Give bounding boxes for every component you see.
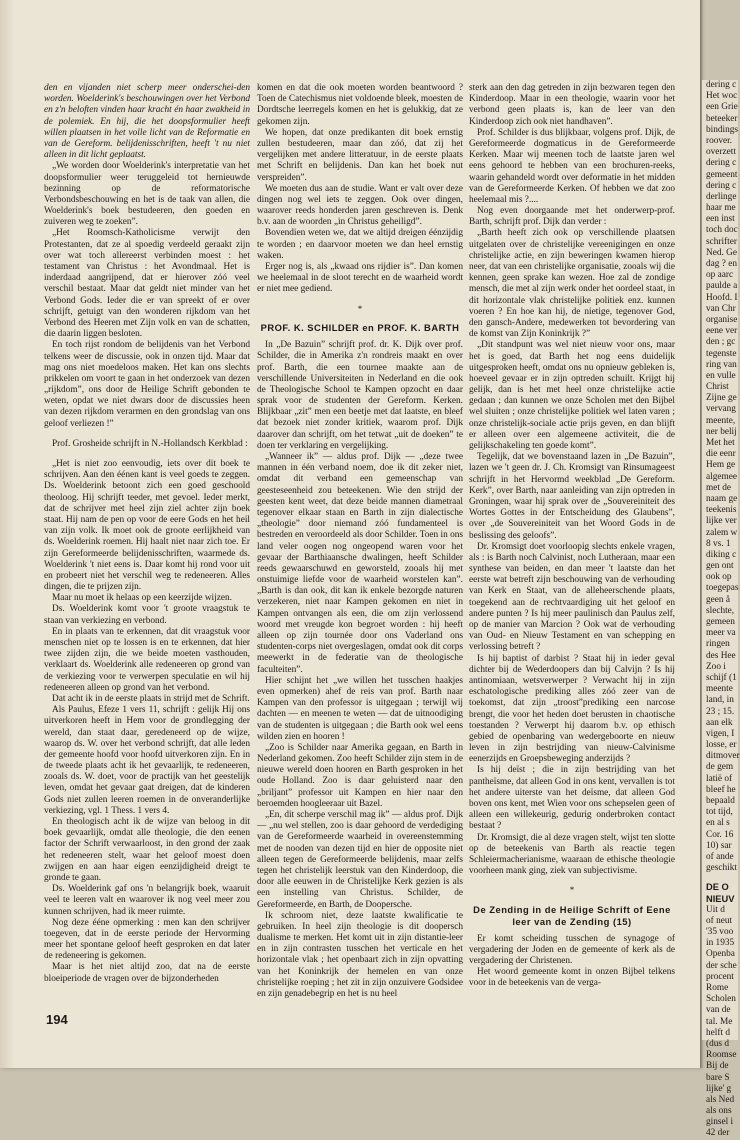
next-page-line: geen å — [706, 594, 731, 605]
next-page-line: losse, er — [706, 740, 737, 751]
next-page-line: Openba — [706, 949, 735, 960]
next-page-line: land, in — [706, 695, 734, 706]
next-page-line: gemeent — [706, 169, 738, 180]
paragraph: Dr. Kromsigt, die al deze vragen stelt, wijst ten slotte op de beteekenis van Barth als reactie tegen Schleiermacherianisme, waaraan de ethische theologie voorheen mank ging, ziek van subjectivisme. — [469, 832, 675, 877]
paragraph: Maar nu moet ik helaas op een keerzijde wijzen. — [52, 593, 232, 604]
next-page-line: bindings — [706, 124, 739, 135]
next-page-line: schrifter — [706, 236, 737, 247]
paragraph: „Dit standpunt was wel niet nieuw voor ons, maar het is goed, dat Barth het nog eens duidelijk uitgesproken heeft, omdat ons nu opnieuw gebleken is, hoeveel gevaar er in zijn optreden schuilt. Krijgt hij gelijk, dan is het met heel onze christelijke actie gedaan ; dan kunnen we onze Scholen met den Bijbel wel sluiten ; onze christelijke politiek wel laten varen ; onze christelijk-sociale actie prijs geven, en dan blijft er alleen over een algemeene activiteit, die de gelijkschakeling ten goede komt”. — [469, 340, 675, 451]
paragraph: En in plaats van te erkennen, dat dit vraagstuk voor menschen niet op te lossen is en te erkennen, dat hier twee zijden zijn, die we beide moeten vasthouden, verklaart ds. Woelderink alle redeneeren op grond van de verkiezing voor te verwerpen speculatie en wil hij redeneeren alleen op grond van het verbond. — [44, 626, 250, 693]
next-page-line: vigen, I — [706, 728, 735, 739]
next-page-line: van de — [706, 1005, 731, 1016]
next-page-line: bare S — [706, 1072, 730, 1083]
next-page-line: tal. Me — [706, 1016, 733, 1027]
next-page-line: roover. — [706, 135, 733, 146]
page-binding-edge — [0, 0, 14, 1068]
paragraph: „Wanneer ik” — aldus prof. Dijk — „deze twee mannen in één verband noem, doe ik dit zeker niet, omdat dit verband een gemeenschap van geesteseenheid zou beteekenen. Wie den strijd der geesten kent weet, dat deze beide mannen diametraal tegenover elkaar staan en Barth in zijn dialectische „theologie” door niemand zóó fundamenteel is bestreden en veroordeeld als door Schilder. Toen in ons land veler oogen nog ongeopend waren voor het gevaar der Barthiaansche dwalingen, heeft Schilder reeds gewaarschuwd en geworsteld, zooals hij met onstuimige liefde voor de waarheid worstelen kan”. „Barth is dan ook, dit kan ik enkele bezorgde naturen verzekeren, niet naar Kampen gekomen en niet in Kampen ontvangen als een, die om zijn verlossend woord met vreugde kon begroet worden : hij heeft alleen op zijn tournée door ons Vaderland ons studenten-corps niet overgeslagen, omdat ook dit corps meewerkt in de federatie van de theologische faculteiten”. — [257, 452, 463, 675]
paragraph: Ik schroom niet, deze laatste kwalificatie te gebruiken. In heel zijn theologie is dit doopersch dualisme te merken. Het komt uit in zijn distantie-leer en in zijn contrasten tusschen het verticale en het horizontale vlak ; het openbaart zich in zijn opvatting van het Koninkrijk der hemelen en van onze christelijke roeping ; het zit in zijn onzuivere Godsidee en zijn genadebegrip en het is nu heel — [257, 910, 463, 1000]
next-page-line: Uit d — [706, 904, 725, 915]
paragraph: sterk aan den dag getreden in zijn bezwaren tegen den Kinderdoop. Maar in een theologie, waarin voor het verbond geen plaats is, kan de leer van den Kinderdoop zich ook niet handhaven”. — [469, 83, 675, 127]
paragraph: Dat acht ik in de eerste plaats in strijd met de Schrift. — [52, 693, 250, 704]
next-page-line: diking c — [706, 549, 737, 560]
next-page-line: geschikt — [706, 863, 737, 874]
next-page-line: derlinge — [706, 191, 737, 202]
text-column-3 — [469, 83, 675, 1028]
next-page-line: organise — [706, 314, 738, 325]
paragraph: „We worden door Woelderink's interpretatie van het doopsformulier weer teruggeleid tot hernieuwde bezinning op de reformatorische Verbondsbeschouwing en het is de taak van allen, die Woelderink's boek bestudeeren, den goeden en zuiveren weg te zoeken”. — [44, 161, 250, 228]
paragraph: Maar is het niet altijd zoo, dat na de eerste bloeiperiode de vragen over de bijzonderheden — [44, 962, 250, 984]
next-page-line: Cor. 16 — [706, 829, 734, 840]
next-page-line: Zoo i — [706, 661, 726, 672]
next-page-line: en vulle — [706, 370, 736, 381]
next-page-line: gen ont — [706, 561, 734, 572]
next-page-line: als Ned — [706, 1094, 735, 1105]
next-page-line: 10) sar — [706, 840, 732, 851]
paragraph: „Barth heeft zich ook op verschillende plaatsen uitgelaten over de christelijke vereenigingen en onze christelijke actie, en zijn beweringen kwamen hierop neer, dat van een christelijke organisatie, zooals wij die kennen, geen sprake kan wezen. Hoe zal de zondige mensch, die met al zijn werk onder het oordeel staat, in dit horizontale vlak christelijke politiek enz. kunnen voeren ? En hoe kan hij, de nietige, tegenover God, den gansch-Andere, medewerken tot bevordering van de komst van Zijn Koninkrijk ?” — [469, 228, 675, 340]
section-divider-star: * — [569, 885, 575, 896]
next-page-line: ditmover — [706, 751, 740, 762]
next-page-heading-line: DE O — [706, 882, 729, 893]
next-page-line: Zijne ge — [706, 393, 737, 404]
next-page-line: bleef he — [706, 784, 736, 795]
text-column-2 — [257, 83, 463, 1028]
paragraph: „Het is niet zoo eenvoudig, iets over dit boek te schrijven. Aan den éénen kant is veel goeds te zeggen. Ds. Woelderink betoont zich een goed geschoold theoloog. Hij schrijft teeder, met gevoel. Ieder merkt, dat de schrijver met heel zijn ziel achter zijn boek staat. Hij nam de pen op voor de eere Gods en het heil van zijn volk. Ik moet ook de groote eerlijkheid van ds. Woelderink roemen. Hij haalt niet naar zich toe. Er zijn Gereformeerde belijdenisschriften, waarmede ds. Woelderink 't niet eens is. Daar komt hij rond voor uit en probeert niet het verschil weg te redeneeren. Alles dingen, die te prijzen zijn. — [44, 459, 250, 593]
paragraph: Bovendien weten we, dat we altijd dreigen éénzijdig te worden ; en daarvoor moeten we dan heel ernstig waken. — [257, 228, 463, 261]
next-page-line: '35 voo — [706, 927, 734, 938]
next-page-line: beteeker — [706, 113, 738, 124]
next-page-line: meer va — [706, 628, 736, 639]
paragraph: In „De Bazuin” schrijft prof. dr. K. Dijk over prof. Schilder, die in Amerika z'n rondreis maakt en over prof. Barth, die een tournee maakte aan de verschillende Universiteiten in Nederland en die ook de Theologische School te Kampen opzocht en daar sprak voor de studenten der Gereform. Kerken. Blijkbaar „zit” men een beetje met dat laatste, en bleef dat bezoek niet zonder kritiek, waarom prof. Dijk daarover dan schrijft, om het tetwat „uit de doeken” te doen ter verklaring en vergelijking. — [257, 340, 463, 451]
paragraph: „En, dit scherpe verschil mag ik” — aldus prof. Dijk — „nu wel stellen, zoo is daar gehoord de verdediging van de Gereformeerde waarheid in overeenstemming met de nooden van dezen tijd en hier de opposite niet alleen tegen de Gereformeerde belijdenis, maar zelfs tegen het christelijk leerstuk van den Kinderdoop, die door alle eeuwen in de Christelijke Kerk gezien is als een instelling van Christus. Schilder, de Gereformeerde, en Barth, de Doopersche. — [257, 810, 463, 910]
paragraph: Tegelijk, dat we bovenstaand lazen in „De Bazuin”, lazen we 't geen dr. J. Ch. Kromsigt van Rinsumageest schrijft in het Hervormd weekblad „De Gereform. Kerk”, over Barth, naar aanleiding van zijn optreden in Groningen, waar hij sprak over de „Souvereiniteit des Wortes Gottes in der Entscheidung des Glaubens”, over „de Souvereiniteit van het Woord Gods in de beslissing des geloofs”. — [469, 452, 675, 541]
next-page-line: eene ver — [706, 326, 738, 337]
paragraph: Erger nog is, als „kwaad ons rijdier is”. Dan komen we heelemaal in de sloot terecht en de waarheid wordt er niet mee gediend. — [257, 262, 463, 295]
next-page-line: Bij de — [706, 1061, 729, 1072]
next-page-line: schijf (1 — [706, 672, 737, 683]
next-page-line: aan elk — [706, 717, 733, 728]
next-page-line: algemee — [706, 471, 737, 482]
next-page-line: gemeen — [706, 617, 735, 627]
next-page-line: slechte, — [706, 605, 735, 616]
next-page-line: Rome — [706, 983, 729, 993]
article-heading: PROF. K. SCHILDER en PROF. K. BARTH — [260, 322, 460, 334]
next-page-line: 42 der — [706, 1128, 730, 1139]
paragraph: En toch rijst rondom de belijdenis van het Verbond telkens weer de discussie, ook in onzen tijd. Maar dat mag ons niet moedeloos maken. Het kan ons slechts prikkelen om voort te gaan in het onderzoek van dezen „rijkdom”, ons door de Heilige Schrift gebonden te weten, opdat we niet dwars door de discussies heen van dezen rijkdom verarmen en den grondslag van ons geloof verliezen !” — [44, 340, 250, 429]
next-page-line: of ande — [706, 851, 734, 862]
next-page-line: in 1935 — [706, 938, 735, 949]
next-page-line: dag ? en — [706, 259, 737, 269]
paragraph: Prof. Schilder is dus blijkbaar, volgens prof. Dijk, de Gereformeerde dogmaticus in de Gereformeerde Kerken. Maar wij meenen toch de laatste jaren wel eens gehoord te hebben van een brochuren-reeks, waarin gehandeld wordt over deformatie in het midden van de Gereformeerde Kerken. Of hebben we dat zoo heelemaal mis ?.... — [469, 127, 675, 205]
next-page-line: meente — [706, 684, 733, 695]
paragraph: We hopen, dat onze predikanten dit boek ernstig zullen bestudeeren, maar dan zóó, dat zij het vergelijken met andere litteratuur, in de eerste plaats met Schrift en belijdenis. Dan kan het boek nut verspreiden”. — [257, 127, 463, 183]
next-page-line: die eenr — [706, 449, 736, 460]
paragraph: Ds. Woelderink komt voor 't groote vraagstuk te staan van verkiezing en verbond. — [44, 604, 250, 626]
paragraph: Prof. Grosheide schrijft in N.-Hollandsch Kerkblad : — [52, 438, 248, 449]
paragraph: Nog even doorgaande met het onderwerp-prof. Barth, schrijft prof. Dijk dan verder : — [469, 206, 675, 228]
next-page-line: toegepas — [706, 583, 739, 594]
next-page-line: Christ — [706, 382, 729, 393]
next-page-line: (dus d — [706, 1038, 729, 1049]
next-page-line: vervang — [706, 404, 736, 415]
next-page-line: lijke' g — [706, 1083, 732, 1094]
next-page-line: naam ge — [706, 493, 738, 504]
next-page-line: des Hee — [706, 650, 736, 661]
next-page-line: ook op — [706, 572, 732, 583]
paragraph: Ds. Woelderink gaf ons 'n belangrijk boek, waaruit veel te leeren valt en waarover ik nog veel meer zou kunnen schrijven, had ik meer ruimte. — [44, 884, 250, 917]
next-page-line: zalem w — [706, 527, 738, 538]
next-page-line: Hem ge — [706, 460, 736, 471]
next-page-line: Het woc — [706, 91, 738, 102]
article-heading: De Zending in de Heilige Schrift of Eene leer van de Zending (15) — [473, 904, 671, 927]
next-page-line: den ; gc — [706, 337, 736, 348]
section-divider-star: * — [357, 303, 363, 314]
next-page-line: ginsel i — [706, 1117, 734, 1128]
text-column-1 — [44, 83, 250, 1028]
page-number: 194 — [46, 1012, 68, 1027]
next-page-line: dering c — [706, 180, 737, 191]
next-page-line: of neut — [706, 915, 733, 926]
next-page-line: tot tijd, — [706, 807, 733, 818]
spacer — [702, 874, 738, 882]
next-page-line: op aarc — [706, 270, 734, 281]
next-page-line: dering c — [706, 158, 737, 169]
paragraph: „Het Roomsch-Katholicisme verwijt den Protestanten, dat ze al spoedig verdeeld geraakt zijn over wat toch allereerst verbinden moest : het testament van Christus : het Avondmaal. Het is inderdaad aangrijpend, dat er hierover zóó veel verschil bestaat. Maar dat geldt niet minder van het Verbond Gods. Ieder die er van spreekt of er over schrijft, getuigt van den wonderen rijkdom van het Verbond des Heeren met Zijn volk en van de schatten, die daarin liggen besloten. — [44, 228, 250, 340]
next-page-line: haar me — [706, 203, 736, 214]
paragraph: komen en dat die ook moeten worden beantwoord ? Toen de Catechismus niet voldoende bleek, moesten de Dordtsche leerregels komen en het is gelukkig, dat ze gekomen zijn. — [257, 83, 463, 127]
next-page-line: latië of — [706, 773, 733, 784]
next-page-line: dering c — [706, 80, 737, 90]
next-page-line: meente, — [706, 415, 736, 426]
next-page-line: overzett — [706, 147, 736, 158]
next-page-line: teekenis — [706, 505, 737, 516]
paragraph: We moeten dus aan de studie. Want er valt over deze dingen nog wel iets te zeggen. Ook over dingen, waarover reeds honderden jaren geschreven is. Denk b.v. aan de woorden „in Christus geheiligd”. — [257, 183, 463, 228]
paragraph: Er komt scheiding tusschen de synagoge of vergadering der Joden en de gemeente of kerk als de vergadering der Christenen. — [469, 933, 675, 967]
next-page-line: ner belij — [706, 426, 737, 437]
next-page-line: van Chr — [706, 303, 736, 314]
next-page-line: der sche — [706, 960, 737, 971]
paragraph: Als Paulus, Efeze 1 vers 11, schrijft : gelijk Hij ons uitverkoren heeft in Hem voor de grondlegging der wereld, dan staat daar, geredeneerd op de wijze, waarop ds. W. over het verbond schrijft, dat alle leden der gemeente hoofd voor hoofd uitverkoren zijn. En in de tweede plaats acht ik het gevaarlijk, te redeneeren, zooals ds. W. doet, voor de practijk van het geestelijk leven, omdat het gevaar gaat dreigen, dat de kinderen Gods niet zullen leeren roemen in de onveranderlijke verkiezing, vgl. 1 Thess. 1 vers 4. — [44, 705, 250, 816]
next-page-fragment — [702, 80, 740, 1139]
next-page-line: Met het — [706, 438, 735, 448]
next-page-line: 8 vs. 1 — [706, 538, 731, 549]
next-page-line: als ons — [706, 1106, 732, 1117]
paragraph: Het woord gemeente komt in onzen Bijbel telkens voor in de beteekenis van de verga- — [469, 967, 675, 989]
paragraph: Is hij deïst ; die in zijn bestrijding van het pantheïsme, dat alleen God in ons kent, vervallen is tot het andere uiterste van het deïsme, dat alleen God boven ons kent, met Wien voor ons schepselen geen of alleen een willekeurig, gedurig onderbroken contact bestaat ? — [469, 765, 675, 832]
next-page-line: bepaald — [706, 796, 735, 806]
paragraph: Is hij baptist of darbist ? Staat hij in ieder geval dichter bij de Wederdoopers dan bij Calvijn ? Is hij antinomiaan, wetsverwerper ? Verwacht hij in zijn eschatologische prediking alles zóó zeer van de toekomst, dat zijn „troost”prediking een narcose brengt, die voor het heden doet berusten in chaotische toestanden ? Verwerpt hij daarom b.v. op ethisch gebied de openbaring van wedergeboorte en nieuw leven in zijn bestrijding van nieuw-Calvinisme eenerzijds en Groepsbeweging anderzijds ? — [469, 653, 675, 765]
next-page-line: ring van — [706, 359, 737, 370]
next-page-line: Scholen — [706, 994, 736, 1005]
next-page-line: Ned. Ge — [706, 247, 737, 258]
next-page-line: Roomse — [706, 1050, 737, 1061]
next-page-line: de gem — [706, 762, 734, 773]
next-page-line: lijke ver — [706, 516, 737, 527]
paragraph: Hier schijnt het „we willen het tusschen haakjes even opmerken) ahef de reis van prof. Barth naar Kampen van den professor is uitgegaan ; terwijl wij dachten — en meenen te weten — dat de uitnoodiging van de studenten is uitgegaan ; die Barth ook wel eens wilden zien en hooren ! — [257, 675, 463, 742]
next-page-line: tegenste — [706, 348, 737, 359]
next-page-line: een Grie — [706, 102, 738, 113]
next-page-line: met de — [706, 482, 732, 493]
paragraph: den en vijanden niet scherp meer onderschei-den worden. Woelderink's beschouwingen over het Verbond en z'n beloften vinden haar kracht én haar zwakheid in de polemiek. En hij, die het doopsformulier heeft willen plaatsen in het volle licht van de Reformatie en van de Gereform. belijdenisschriften, heeft 't nu niet alleen in dit licht geplaatst. — [44, 83, 250, 161]
next-page-line: ringen — [706, 639, 730, 650]
next-page-line: Hoofd. I — [706, 292, 738, 303]
next-page-line: en al s — [706, 818, 730, 829]
next-page-line: toch doc — [706, 225, 738, 236]
next-page-line: helft d — [706, 1027, 731, 1038]
paragraph: Dr. Kromsigt doet voorloopig slechts enkele vragen, als : is Barth noch Calvinist, noch Lutheraan, maar een synthese van beiden, en dan meer 't laatste dan het eerste wat betreft zijn beschouwing van de verhouding van Kerk en Staat, van de alleheerschende plaats, toegekend aan de rechtvaardiging uit het geloof en andere punten ? Is hij meer paulinisch dan Paulus zelf, op de manier van Marcion ? Ook wat de verhouding van Oud- en Nieuw Testament en van schepping en verlossing betreft ? — [469, 541, 675, 653]
next-page-line: procent — [706, 971, 734, 982]
next-page-heading-line: NIEUV — [706, 893, 735, 904]
paragraph: En theologisch acht ik de wijze van beloog in dit boek gevaarlijk, omdat alle theologie, die den eenen factor der Schrift verwaarloost, in den grond der zaak het redeneeren stelt, waar het geloof moest doen zwijgen en aan haar eigen eenzijdigheid dreigt te gronde te gaan. — [44, 817, 250, 883]
paragraph: „Zoo is Schilder naar Amerika gegaan, en Barth in Nederland gekomen. Zoo heeft Schilder zijn stem in de nieuwe wereld doen hooren en Barth gesproken in het oude Holland. Zoo is daar geluisterd naar den „briljant” professor uit Kampen en hier naar den beroemden hoogleeraar uit Bazel. — [257, 742, 463, 809]
paragraph: Nog deze ééne opmerking : men kan den schrijver toegeven, dat in de eerste periode der Hervorming meer het spontane geloof heeft gesproken en dat later de redeneering is gekomen. — [44, 917, 250, 962]
next-page-line: 23 ; 15. — [706, 706, 735, 717]
next-page-line: een inst — [706, 214, 735, 225]
next-page-line: paulde a — [706, 281, 738, 292]
